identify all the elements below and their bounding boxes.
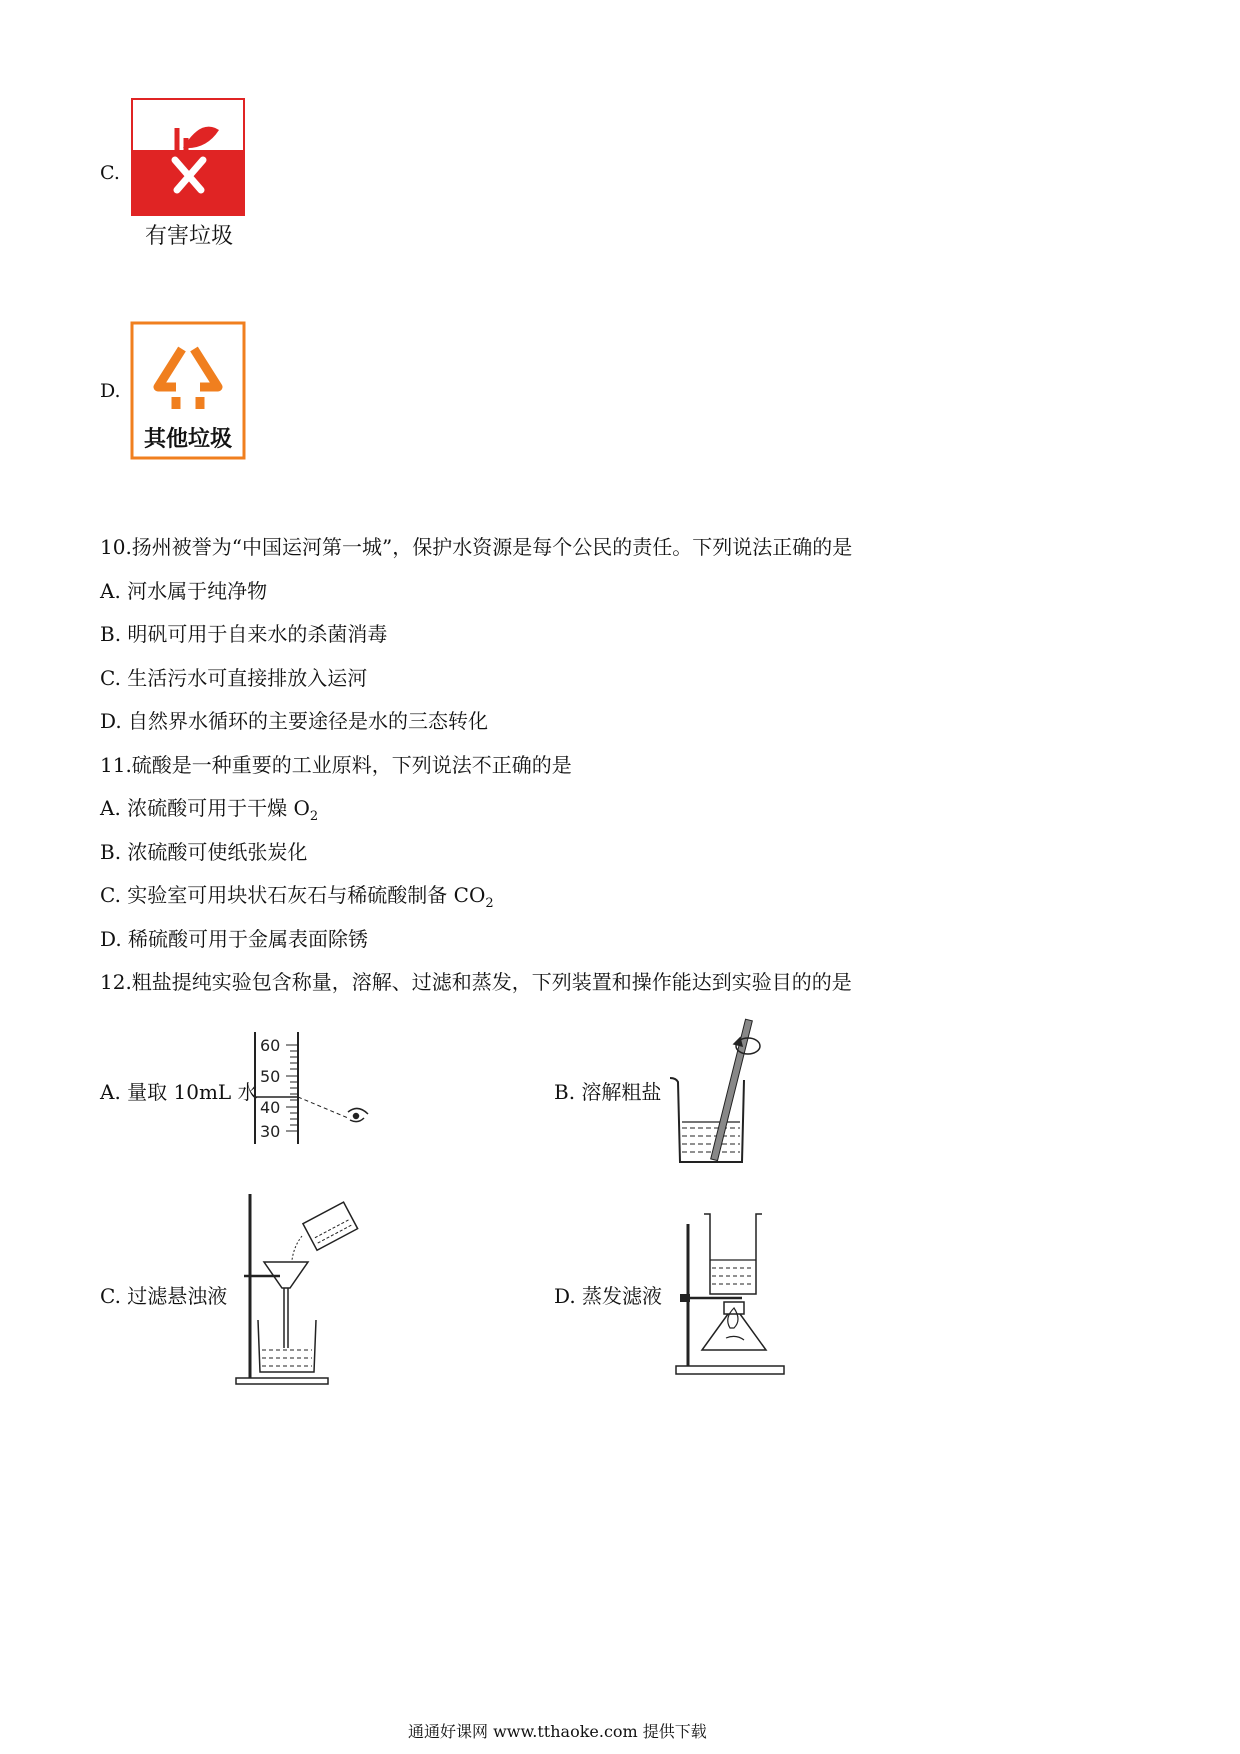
flame-icon [726, 1308, 744, 1340]
q11-option-c-subscript: 2 [485, 896, 494, 911]
q10-option-a: A. 河水属于纯净物 [100, 579, 268, 603]
beaker-stirring-figure [668, 1016, 768, 1166]
q11-option-c [100, 879, 494, 911]
q12-stem: 12.粗盐提纯实验包含称量，溶解、过滤和蒸发，下列装置和操作能达到实验目的的是 [100, 970, 852, 994]
eye-icon [348, 1108, 368, 1121]
q10-stem: 10.扬州被誉为“中国运河第一城”，保护水资源是每个公民的责任。下列说法正确的是 [100, 535, 853, 559]
q12-option-d-label: D. 蒸发滤液 [554, 1284, 663, 1308]
q11-option-c-text: C. 实验室可用块状石灰石与稀硫酸制备 CO [100, 883, 486, 907]
hazardous-waste-sign [131, 98, 245, 216]
q11-option-a-text: A. 浓硫酸可用于干燥 O [100, 796, 310, 820]
q11-option-b: B. 浓硫酸可使纸张炭化 [100, 840, 308, 864]
q11-stem: 11.硫酸是一种重要的工业原料，下列说法不正确的是 [100, 753, 572, 777]
q12-option-c-label: C. 过滤悬浊液 [100, 1284, 228, 1308]
hazardous-waste-label: 有害垃圾 [144, 224, 233, 249]
q12-option-b-label: B. 溶解粗盐 [554, 1080, 662, 1104]
q10-option-b: B. 明矾可用于自来水的杀菌消毒 [100, 622, 388, 646]
q10-option-c: C. 生活污水可直接排放入运河 [100, 666, 368, 690]
q10-option-d: D. 自然界水循环的主要途径是水的三态转化 [100, 709, 489, 733]
q9-option-d-letter: D. [100, 380, 121, 402]
q11-option-d: D. 稀硫酸可用于金属表面除锈 [100, 927, 369, 951]
cylinder-tick-50: 50 [260, 1067, 281, 1086]
q9-option-c-letter: C. [100, 162, 120, 184]
cylinder-tick-40: 40 [260, 1098, 281, 1117]
q11-option-a [100, 792, 318, 824]
q11-option-a-subscript: 2 [309, 809, 319, 824]
cylinder-tick-60: 60 [260, 1036, 281, 1055]
evaporation-figure [672, 1210, 792, 1380]
filtration-figure [232, 1190, 362, 1388]
q12-option-a-label: A. 量取 10mL 水 [100, 1080, 258, 1104]
cylinder-tick-30: 30 [260, 1122, 281, 1141]
other-waste-label: 其他垃圾 [143, 427, 232, 452]
page-footer: 通通好课网 www.tthaoke.com 提供下载 [408, 1722, 707, 1741]
graduated-cylinder-figure [250, 1030, 380, 1148]
other-waste-sign [130, 321, 246, 460]
